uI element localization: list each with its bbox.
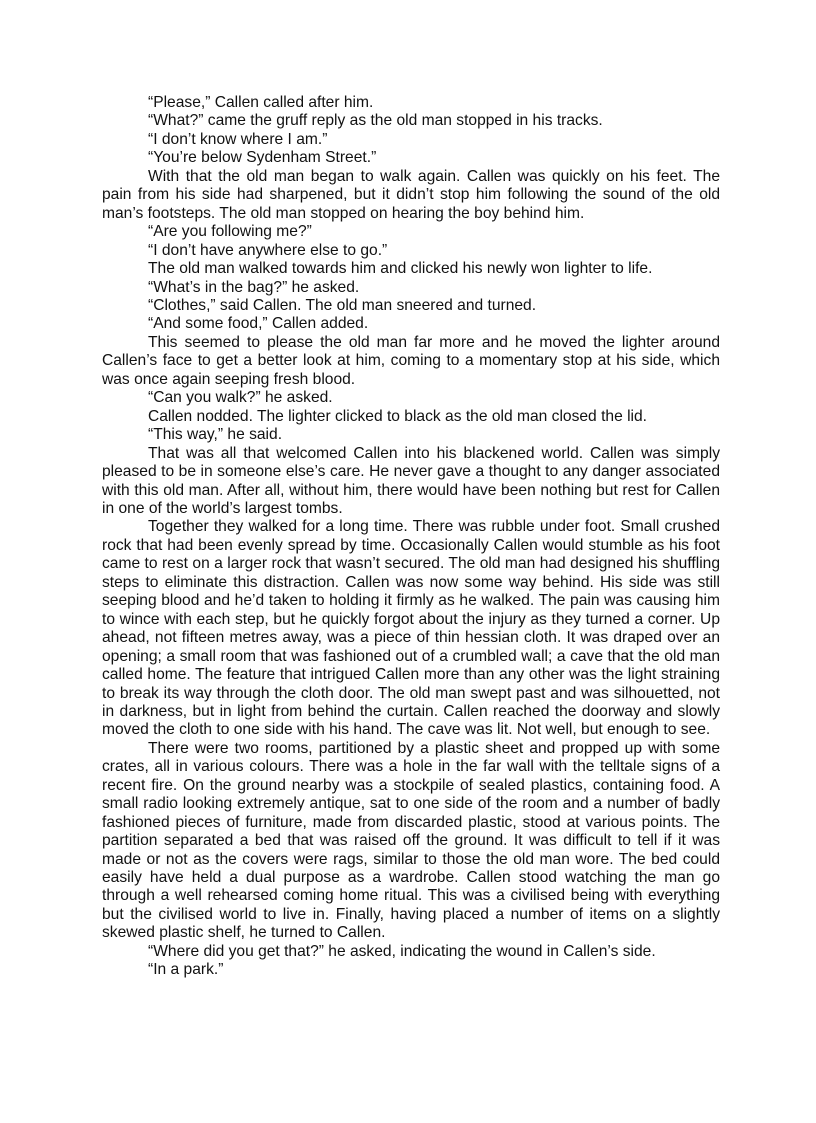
paragraph: “Are you following me?” [148,223,312,241]
paragraph: The old man walked towards him and clicked his newly won lighter to life. [148,260,653,278]
paragraph: “And some food,” Callen added. [148,315,369,333]
paragraph: That was all that welcomed Callen into his blackened world. Callen was simply pleased to be in someone else’s care. He never gave a thought to any danger associated with this old man. After all, without him, there would have been nothing but rest for Callen in one of the world’s largest tombs. [102,444,720,517]
paragraph: “Clothes,” said Callen. The old man sneered and turned. [148,296,537,314]
paragraph: “Can you walk?” he asked. [148,389,333,407]
paragraph: “I don’t have anywhere else to go.” [148,241,388,259]
paragraph: There were two rooms, partitioned by a plastic sheet and propped up with some crates, all in various colours. There was a hole in the far wall with the telltale signs of a recent fire. On the ground nearby was a stockpile of sealed plastics, containing food. A small radio looking extremely antique, sat to one side of the room and a number of badly fashioned pieces of furniture, made from discarded plastic, stood at various points. The partition separated a bed that was raised off the ground. It was difficult to tell if it was made or not as the covers were rags, similar to those the old man wore. The bed could easily have held a dual purpose as a wardrobe. Callen stood watching the man go through a well rehearsed coming home ritual. This was a civilised being with everything but the civilised world to live in. Finally, having placed a number of items on a slightly skewed plastic shelf, he turned to Callen. [102,739,720,942]
paragraph: “Please,” Callen called after him. [148,94,374,111]
paragraph: Callen nodded. The lighter clicked to black as the old man closed the lid. [148,407,648,425]
paragraph: “Where did you get that?” he asked, indicating the wound in Callen’s side. [148,942,656,960]
paragraph: “I don’t know where I am.” [148,130,328,148]
paragraph: With that the old man began to walk again. Callen was quickly on his feet. The pain from his side had sharpened, but it didn’t stop him following the sound of the old man’s footsteps. The old man stopped on hearing the boy behind him. [102,167,720,222]
paragraph: This seemed to please the old man far more and he moved the lighter around Callen’s face to get a better look at him, coming to a momentary stop at his side, which was once again seeping fresh blood. [102,333,720,388]
paragraph: “You’re below Sydenham Street.” [148,149,377,167]
paragraph: “What?” came the gruff reply as the old man stopped in his tracks. [148,112,603,130]
paragraph: “What’s in the bag?” he asked. [148,278,360,296]
paragraph: Together they walked for a long time. There was rubble under foot. Small crushed rock that had been evenly spread by time. Occasionally Callen would stumble as his foot came to rest on a larger rock that wasn’t secured. The old man had designed his shuffling steps to eliminate this distraction. Callen was now some way behind. His side was still seeping blood and he’d taken to holding it firmly as he walked. The pain was causing him to wince with each step, but he quickly forgot about the injury as they turned a corner. Up ahead, not fifteen metres away, was a piece of thin hessian cloth. It was draped over an opening; a small room that was fashioned out of a crumbled wall; a cave that the old man called home. The feature that intrigued Callen more than any other was the light straining to break its way through the cloth door. The old man swept past and was silhouetted, not in darkness, but in light from behind the curtain. Callen reached the doorway and slowly moved the cloth to one side with his hand. The cave was lit. Not well, but enough to see. [102,518,720,739]
paragraph: “This way,” he said. [148,426,283,444]
paragraph: “In a park.” [148,961,224,979]
